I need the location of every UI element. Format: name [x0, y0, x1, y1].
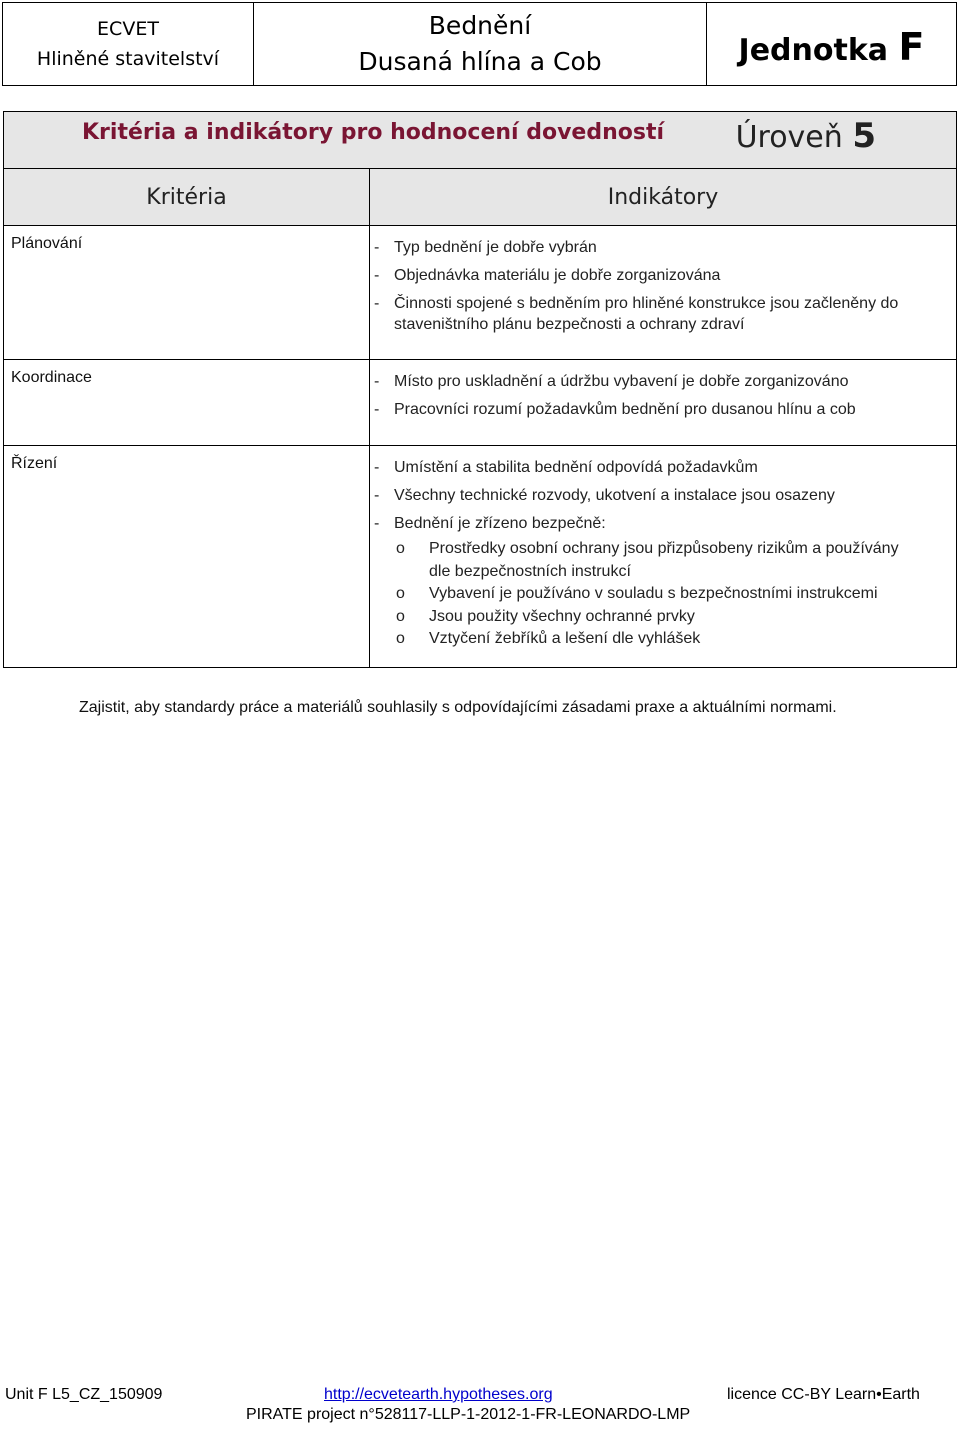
table-row: [4, 226, 957, 360]
header-topic: [254, 3, 707, 86]
sub-list-item: o Jsou použity všechny ochranné prvky: [396, 607, 695, 625]
list-item: - Činnosti spojené s bedněním pro hliněné konstrukce jsou začleněny do: [374, 295, 899, 312]
sub-list-item: o Prostředky osobní ochrany jsou přizpůsobeny rizikům a používány: [396, 540, 899, 557]
footer-project: PIRATE project n°528117-LLP-1-2012-1-FR-LEONARDO-LMP: [246, 1406, 691, 1423]
list-item-continuation: staveništního plánu bezpečnosti a ochrany zdraví: [394, 316, 745, 333]
list-item: - Pracovníci rozumí požadavkům bednění pro dusanou hlínu a cob: [374, 401, 856, 418]
sub-list-item-continuation: dle bezpečnostních instrukcí: [429, 562, 631, 580]
footer-link[interactable]: http://ecvetearth.hypotheses.org: [324, 1386, 553, 1403]
header-unit-label: Jednotka: [738, 33, 889, 68]
footer-unit-code: Unit F L5_CZ_150909: [5, 1386, 163, 1403]
document-header: [2, 2, 957, 86]
table-title: Kritéria a indikátory pro hodnocení dovedností: [82, 120, 665, 145]
level-label: Úroveň: [735, 120, 843, 155]
header-program-name: ECVET: [97, 18, 159, 40]
header-topic-subtitle: Dusaná hlína a Cob: [358, 47, 602, 76]
list-item: - Místo pro uskladnění a údržbu vybavení je dobře zorganizováno: [374, 373, 849, 390]
sub-list-item: o Vztyčení žebříků a lešení dle vyhlášek: [396, 630, 701, 647]
list-item: - Umístění a stabilita bednění odpovídá požadavkům: [374, 459, 758, 476]
level-indicator: [736, 116, 876, 156]
criterion-planning: Plánování: [4, 226, 370, 360]
list-item: - Typ bednění je dobře vybrán: [374, 239, 597, 256]
indicator-list: [370, 226, 957, 360]
footer-licence: licence CC-BY Learn•Earth: [727, 1386, 920, 1403]
header-program-subtitle: Hliněné stavitelství: [36, 48, 220, 70]
table-row: [4, 446, 957, 668]
list-item: - Objednávka materiálu je dobře zorganizována: [374, 267, 721, 284]
table-title-row: [4, 112, 957, 169]
standards-note: Zajistit, aby standardy práce a materiálů souhlasily s odpovídajícími zásadami praxe a aktuálními normami.: [79, 699, 837, 716]
list-item: - Bednění je zřízeno bezpečně:: [374, 515, 606, 532]
header-unit-letter: F: [898, 25, 925, 69]
list-item: - Všechny technické rozvody, ukotvení a instalace jsou osazeny: [374, 487, 835, 504]
criteria-table: [3, 111, 957, 668]
criterion-management: Řízení: [4, 446, 370, 668]
column-header-indicators: Indikátory: [370, 169, 957, 226]
indicator-list: [370, 446, 957, 668]
header-unit: [707, 3, 957, 86]
column-header-criteria: Kritéria: [4, 169, 370, 226]
sub-list-item: o Vybavení je používáno v souladu s bezpečnostními instrukcemi: [396, 585, 878, 602]
indicator-list: [370, 360, 957, 446]
level-number: 5: [852, 116, 876, 156]
header-topic-title: Bednění: [428, 11, 532, 40]
table-row: [4, 360, 957, 446]
criterion-coordination: Koordinace: [4, 360, 370, 446]
column-header-row: [4, 169, 957, 226]
header-program: [3, 3, 254, 86]
